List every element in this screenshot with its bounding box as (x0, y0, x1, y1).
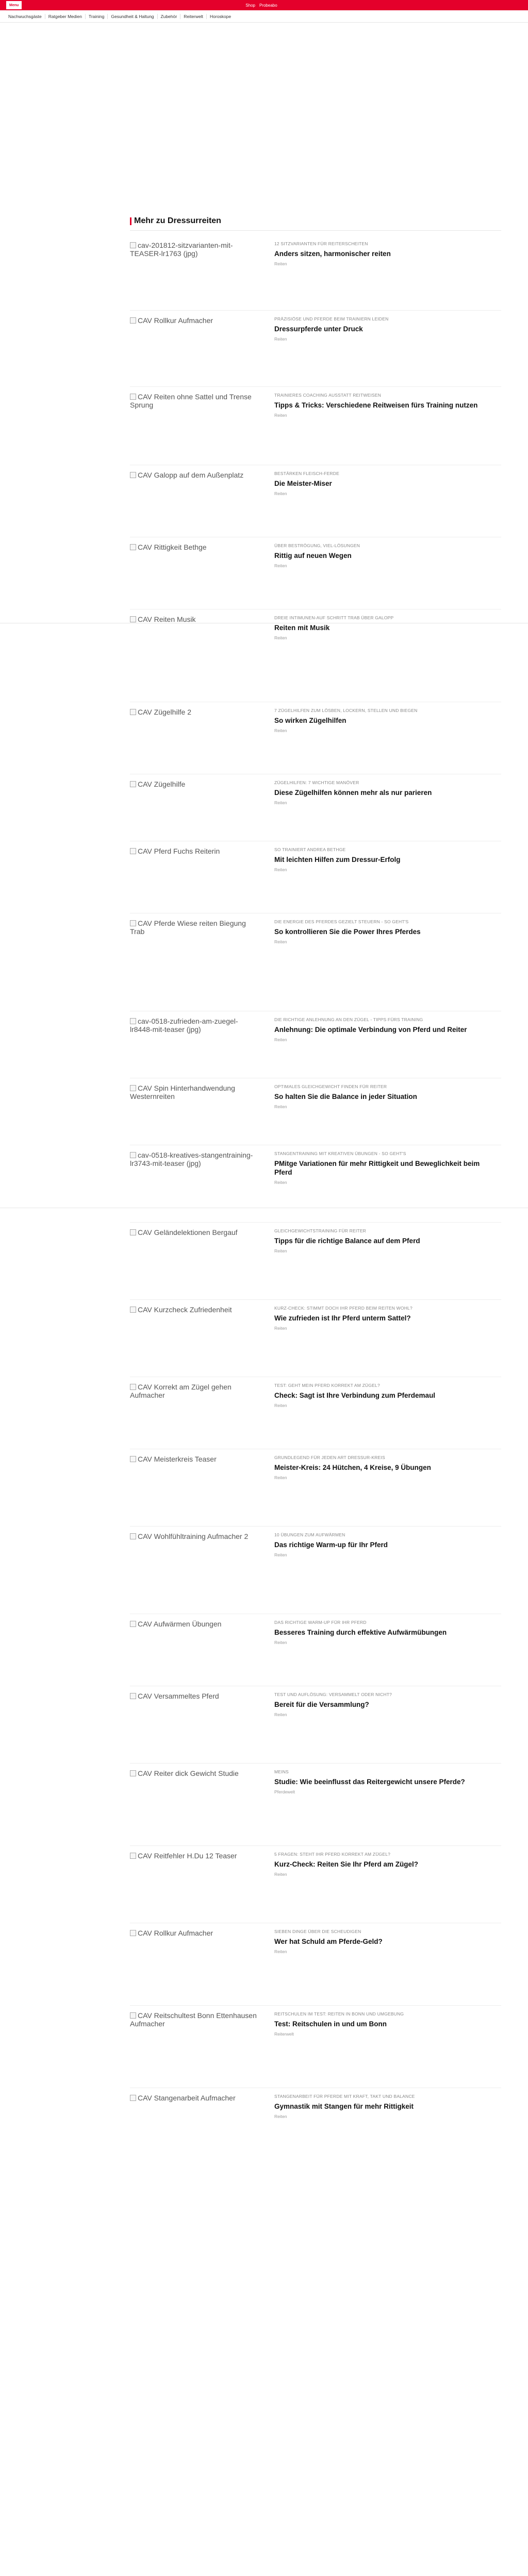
article-teaser[interactable] (130, 1620, 501, 1692)
article-category: Reiten (274, 2114, 287, 2119)
article-title[interactable]: Rittig auf neuen Wegen (274, 552, 352, 560)
article-teaser[interactable] (130, 708, 501, 780)
article-teaser[interactable] (130, 1769, 501, 1841)
article-category: Reiten (274, 1326, 287, 1331)
article-kicker: TRAINIERES COACHING AUSSTATT REITWEISEN (274, 393, 382, 398)
article-category: Reiten (274, 939, 287, 944)
article-kicker: 7 ZÜGELHILFEN ZUM LÖSBEN, LOCKERN, STELLEN UND BIEGEN (274, 708, 418, 713)
article-image[interactable]: CAV Kurzcheck Zufriedenheit (130, 1306, 259, 1347)
article-title[interactable]: Test: Reitschulen in und um Bonn (274, 2020, 387, 2028)
article-image[interactable]: cav-0518-zufrieden-am-zuegel-lr8448-mit-teaser (jpg) (130, 1017, 259, 1058)
article-teaser[interactable] (130, 615, 501, 687)
article-title[interactable]: Check: Sagt ist Ihre Verbindung zum Pferdemaul (274, 1392, 436, 1399)
article-image[interactable]: CAV Rollkur Aufmacher (130, 316, 259, 358)
article-text (274, 780, 493, 805)
article-text (274, 1692, 493, 1717)
article-title[interactable]: Mit leichten Hilfen zum Dressur-Erfolg (274, 856, 401, 863)
article-category: Reiten (274, 635, 287, 640)
article-category: Reiten (274, 1872, 287, 1877)
article-kicker: TEST UND AUFLÖSUNG: VERSAMMELT ODER NICHT? (274, 1692, 392, 1697)
article-image[interactable]: CAV Rittigkeit Bethge (130, 543, 259, 584)
nav-item[interactable]: Horoskope (210, 13, 232, 19)
article-image[interactable]: CAV Zügelhilfe 2 (130, 708, 259, 749)
article-category: Reiten (274, 867, 287, 872)
article-teaser[interactable] (130, 471, 501, 543)
article-image[interactable]: CAV Spin Hinterhandwendung Westernreiten (130, 1084, 259, 1125)
article-image[interactable]: CAV Reiten ohne Sattel und Trense Sprung (130, 393, 259, 434)
article-kicker: KURZ-CHECK: STIMMT DOCH IHR PFERD BEIM REITEN WOHL? (274, 1306, 412, 1311)
article-image[interactable]: CAV Pferde Wiese reiten Biegung Trab (130, 919, 259, 960)
article-text (274, 1084, 493, 1109)
article-title[interactable]: Die Meister-Miser (274, 480, 332, 487)
article-teaser[interactable] (130, 543, 501, 615)
article-title[interactable]: So kontrollieren Sie die Power Ihres Pferdes (274, 928, 421, 936)
article-kicker: TEST: GEHT MEIN PFERD KORREKT AM ZÜGEL? (274, 1383, 380, 1388)
article-title[interactable]: Das richtige Warm-up für Ihr Pferd (274, 1541, 388, 1549)
article-kicker: BESTÄRKEN FLEISCH-FERDE (274, 471, 339, 476)
article-kicker: 5 FRAGEN: STEHT IHR PFERD KORREKT AM ZÜGEL? (274, 1852, 391, 1857)
article-title[interactable]: Dressurpferde unter Druck (274, 325, 363, 333)
article-category: Reiten (274, 261, 287, 266)
article-image[interactable]: CAV Galopp auf dem Außenplatz (130, 471, 259, 512)
article-text (274, 1228, 493, 1253)
article-text (274, 393, 493, 418)
article-category: Reiten (274, 1037, 287, 1042)
article-divider (130, 1845, 501, 1846)
article-category: Reiten (274, 1552, 287, 1557)
article-teaser[interactable] (130, 1151, 501, 1223)
section-title: Mehr zu Dressurreiten (134, 216, 221, 225)
article-title[interactable]: Reiten mit Musik (274, 624, 330, 632)
article-category: Pferdewelt (274, 1789, 295, 1794)
article-title[interactable]: So wirken Zügelhilfen (274, 717, 346, 724)
article-divider (130, 310, 501, 311)
heading-accent-bar (130, 217, 131, 225)
article-image[interactable]: CAV Reitschultest Bonn Ettenhausen Aufmacher (130, 2011, 259, 2053)
nav-item[interactable]: Reiterwelt (180, 14, 207, 19)
article-image[interactable]: CAV Versammeltes Pferd (130, 1692, 259, 1733)
topbar-link[interactable]: Probeabo (259, 3, 277, 8)
article-kicker: SO TRAINIERT ANDREA BETHGE (274, 847, 346, 852)
article-text (274, 1306, 493, 1331)
article-teaser[interactable] (130, 1929, 501, 2001)
article-category: Reiten (274, 1640, 287, 1645)
article-category: Reiten (274, 1104, 287, 1109)
section-heading (130, 216, 221, 226)
article-category: Reiten (274, 1475, 287, 1480)
article-title[interactable]: Meister-Kreis: 24 Hütchen, 4 Kreise, 9 Übungen (274, 1464, 431, 1471)
article-text (274, 1852, 493, 1877)
article-category: Reiten (274, 1180, 287, 1185)
article-teaser[interactable] (130, 393, 501, 465)
article-image[interactable]: CAV Reiter dick Gewicht Studie (130, 1769, 259, 1810)
article-title[interactable]: Diese Zügelhilfen können mehr als nur parieren (274, 789, 432, 796)
article-category: Reiten (274, 413, 287, 418)
article-text (274, 1929, 493, 1954)
article-kicker: PRÄZISIÖSE UND PFERDE BEIM TRAINIERN LEIDEN (274, 316, 389, 321)
article-teaser[interactable] (130, 316, 501, 388)
article-kicker: ÜBER BESTRÖGUNG, VIEL-LÖSUNGEN (274, 543, 360, 548)
article-image[interactable]: CAV Meisterkreis Teaser (130, 1455, 259, 1496)
nav-item[interactable]: Gesundheit & Haltung (108, 14, 157, 19)
topbar-link[interactable]: Shop (245, 3, 255, 8)
article-text (274, 1151, 493, 1185)
top-bar (0, 0, 528, 10)
article-text (274, 615, 493, 640)
article-image[interactable]: cav-0518-kreatives-stangentraining-lr3743-mit-teaser (jpg) (130, 1151, 259, 1192)
nav-item[interactable]: Training (86, 14, 108, 19)
main-navigation (0, 10, 528, 23)
article-kicker: REITSCHULEN IM TEST: REITEN IN BONN UND UMGEBUNG (274, 2011, 404, 2016)
article-title[interactable]: Studie: Wie beeinflusst das Reitergewicht unsere Pferde? (274, 1778, 465, 1786)
article-kicker: DREIE INTIMUNEN-AUF SCHRITT TRAB ÜBER GALOPP (274, 615, 394, 620)
article-text (274, 1383, 493, 1408)
article-category: Reiten (274, 336, 287, 342)
article-text (274, 543, 493, 568)
article-image[interactable]: CAV Reitfehler H.Du 12 Teaser (130, 1852, 259, 1893)
article-teaser[interactable] (130, 1306, 501, 1378)
article-teaser[interactable] (130, 2094, 501, 2166)
article-title[interactable]: Wie zufrieden ist Ihr Pferd unterm Sattel? (274, 1314, 411, 1322)
article-category: Reiten (274, 728, 287, 733)
article-text (274, 2011, 493, 2037)
article-kicker: DIE ENERGIE DES PFERDES GEZIELT STEUERN - SO GEHT'S (274, 919, 409, 924)
article-image[interactable]: CAV Zügelhilfe (130, 780, 259, 821)
article-title[interactable]: PMitge Variationen für mehr Rittigkeit und Beweglichkeit beim Pferd (274, 1160, 480, 1176)
article-text (274, 316, 493, 342)
article-category: Reiten (274, 1248, 287, 1253)
article-title[interactable]: Tipps & Tricks: Verschiedene Reitweisen fürs Training nutzen (274, 401, 478, 409)
heading-divider (130, 230, 501, 231)
article-text (274, 1769, 493, 1794)
article-teaser[interactable] (130, 1532, 501, 1604)
article-title[interactable]: Bereit für die Versammlung? (274, 1701, 369, 1708)
article-title[interactable]: So halten Sie die Balance in jeder Situation (274, 1093, 417, 1100)
nav-item[interactable]: Nachwuchsgäste (5, 14, 45, 19)
article-text (274, 1455, 493, 1480)
article-image[interactable]: CAV Wohlfühltraining Aufmacher 2 (130, 1532, 259, 1573)
article-divider (130, 386, 501, 387)
article-kicker: MEINS (274, 1769, 289, 1774)
article-teaser[interactable] (130, 1228, 501, 1300)
article-teaser[interactable] (130, 919, 501, 991)
article-title[interactable]: Besseres Training durch effektive Aufwärmübungen (274, 1629, 447, 1636)
nav-item[interactable]: Zubehör (158, 14, 181, 19)
article-teaser[interactable] (130, 1692, 501, 1764)
article-text (274, 1532, 493, 1557)
article-category: Reiten (274, 1949, 287, 1954)
article-text (274, 2094, 493, 2119)
article-divider (130, 1763, 501, 1764)
article-kicker: 12 SITZVARIANTEN FÜR REITERSCHEITEN (274, 241, 368, 246)
article-kicker: DIE RICHTIGE ANLEHNUNG AN DEN ZÜGEL - TIPPS FÜRS TRAINING (274, 1017, 423, 1022)
article-text (274, 847, 493, 872)
article-teaser[interactable] (130, 1383, 501, 1455)
menu-button[interactable]: Menu (6, 1, 22, 9)
article-kicker: GLEICHGEWICHTSTRAINING FÜR REITER (274, 1228, 367, 1233)
article-text (274, 241, 493, 266)
article-image[interactable]: CAV Aufwärmen Übungen (130, 1620, 259, 1661)
article-teaser[interactable] (130, 241, 501, 313)
article-image[interactable]: CAV Reiten Musik (130, 615, 259, 656)
article-kicker: OPTIMALES GLEICHGEWICHT FINDEN FÜR REITER (274, 1084, 387, 1089)
article-title[interactable]: Gymnastik mit Stangen für mehr Rittigkeit (274, 2103, 414, 2110)
content-area (0, 23, 528, 2576)
article-divider (130, 1299, 501, 1300)
article-image[interactable]: CAV Pferd Fuchs Reiterin (130, 847, 259, 888)
article-title[interactable]: Tipps für die richtige Balance auf dem Pferd (274, 1237, 420, 1245)
topbar-links (245, 3, 277, 8)
article-divider (130, 2005, 501, 2006)
article-title[interactable]: Anders sitzen, harmonischer reiten (274, 250, 391, 258)
article-teaser[interactable] (130, 1455, 501, 1527)
article-image[interactable]: CAV Rollkur Aufmacher (130, 1929, 259, 1970)
article-text (274, 919, 493, 944)
article-text (274, 708, 493, 733)
article-image[interactable]: CAV Geländelektionen Bergauf (130, 1228, 259, 1269)
article-kicker: STANGENARBEIT FÜR PFERDE MIT KRAFT, TAKT UND BALANCE (274, 2094, 415, 2099)
article-teaser[interactable] (130, 1084, 501, 1156)
article-text (274, 471, 493, 496)
article-teaser[interactable] (130, 1017, 501, 1089)
article-kicker: SIEBEN DINGE ÜBER DIE SCHEUDIGEN (274, 1929, 361, 1934)
article-text (274, 1017, 493, 1042)
article-category: Reiterwelt (274, 2031, 294, 2037)
article-kicker: DAS RICHTIGE WARM-UP FÜR IHR PFERD (274, 1620, 367, 1625)
article-image[interactable]: CAV Stangenarbeit Aufmacher (130, 2094, 259, 2135)
article-kicker: STANGENTRAINING MIT KREATIVEN ÜBUNGEN - SO GEHT'S (274, 1151, 406, 1156)
article-category: Reiten (274, 491, 287, 496)
article-image[interactable]: cav-201812-sitzvarianten-mit-TEASER-lr1763 (jpg) (130, 241, 259, 282)
article-category: Reiten (274, 800, 287, 805)
article-category: Reiten (274, 1712, 287, 1717)
article-teaser[interactable] (130, 780, 501, 852)
article-kicker: GRUNDLEGEND FÜR JEDEN ART DRESSUR-KREIS (274, 1455, 385, 1460)
article-title[interactable]: Anlehnung: Die optimale Verbindung von Pferd und Reiter (274, 1026, 467, 1033)
article-kicker: ZÜGELHILFEN: 7 WICHTIGE MANÖVER (274, 780, 359, 785)
article-image[interactable]: CAV Korrekt am Zügel gehen Aufmacher (130, 1383, 259, 1424)
article-teaser[interactable] (130, 847, 501, 919)
article-divider (130, 1526, 501, 1527)
article-kicker: 10 ÜBUNGEN ZUM AUFWÄRMEN (274, 1532, 345, 1537)
article-category: Reiten (274, 1403, 287, 1408)
article-teaser[interactable] (130, 1852, 501, 1924)
article-teaser[interactable] (130, 2011, 501, 2083)
article-divider (130, 1222, 501, 1223)
article-title[interactable]: Wer hat Schuld am Pferde-Geld? (274, 1938, 383, 1945)
article-title[interactable]: Kurz-Check: Reiten Sie Ihr Pferd am Zügel? (274, 1860, 419, 1868)
article-text (274, 1620, 493, 1645)
article-category: Reiten (274, 563, 287, 568)
nav-item[interactable]: Ratgeber Medien (45, 14, 86, 19)
